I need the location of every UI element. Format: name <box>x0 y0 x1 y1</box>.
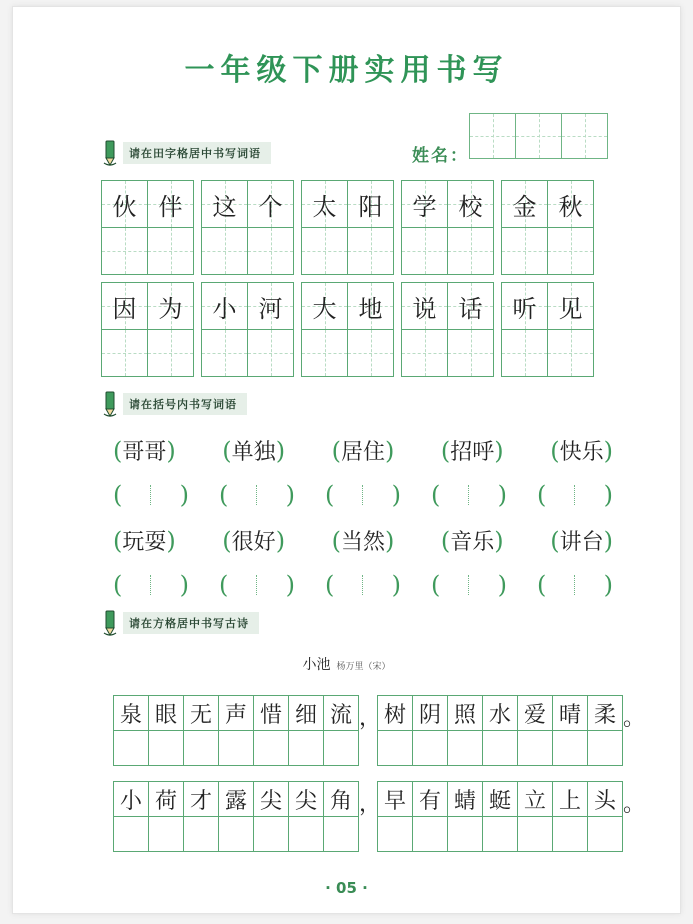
poem-practice-cell[interactable] <box>447 816 482 851</box>
tianzige-cell-model <box>548 181 593 227</box>
paren-divider <box>256 485 258 505</box>
poem-character-cell: 上 <box>552 782 587 816</box>
tianzige-cell-model <box>248 181 293 227</box>
poem-practice-cell[interactable] <box>482 730 517 765</box>
poem-practice-cell[interactable] <box>288 730 323 765</box>
poem-practice-cell[interactable] <box>552 730 587 765</box>
paren-divider <box>574 485 576 505</box>
open-paren: ( <box>440 526 451 555</box>
paren-divider <box>150 485 152 505</box>
tianzige-column <box>202 181 247 274</box>
model-grid-line <box>114 696 358 730</box>
practice-grid-line <box>114 730 358 765</box>
open-paren: ( <box>431 571 441 599</box>
close-paren: ) <box>603 571 613 599</box>
practice-grid-line <box>378 730 622 765</box>
word-block <box>301 282 394 377</box>
poem-practice-cell[interactable] <box>253 730 288 765</box>
tianzige-cell-practice[interactable] <box>402 227 447 274</box>
model-character: 学 <box>412 192 437 221</box>
model-character: 秋 <box>558 192 583 221</box>
tianzige-column <box>447 181 493 274</box>
tianzige-cell-practice[interactable] <box>202 227 247 274</box>
tianzige-column <box>502 283 547 376</box>
paren-word-row <box>113 435 613 466</box>
tianzige-row <box>101 180 594 275</box>
paren-blank-row <box>113 571 613 599</box>
tianzige-cell-model <box>102 283 147 329</box>
tianzige-column <box>402 283 447 376</box>
poem-character-cell: 照 <box>447 696 482 730</box>
blank-paren-field[interactable] <box>537 571 613 599</box>
close-paren: ) <box>285 571 295 599</box>
tianzige-cell-practice[interactable] <box>102 227 147 274</box>
open-paren: ( <box>113 571 123 599</box>
paren-word <box>332 435 395 466</box>
tianzige-column <box>402 181 447 274</box>
paren-divider <box>468 485 470 505</box>
section-tag: 请在方格居中书写古诗 <box>123 612 259 634</box>
close-paren: ) <box>166 436 176 465</box>
model-character: 因 <box>112 294 137 323</box>
section-tag: 请在括号内书写词语 <box>123 393 247 415</box>
paren-word <box>222 435 285 466</box>
tianzige-cell-practice[interactable] <box>502 329 547 376</box>
tianzige-cell-practice[interactable] <box>248 227 293 274</box>
poem-practice-cell[interactable] <box>114 816 148 851</box>
paren-divider <box>362 575 364 595</box>
close-paren: ) <box>497 571 507 599</box>
tianzige-column <box>102 283 147 376</box>
model-character: 伙 <box>112 192 137 221</box>
paren-word-text: 讲台 <box>559 530 604 555</box>
model-character: 话 <box>458 294 483 323</box>
close-paren: ) <box>603 481 613 509</box>
poem-character-cell: 柔 <box>587 696 622 730</box>
tianzige-column <box>302 181 347 274</box>
tianzige-column <box>302 283 347 376</box>
tianzige-column <box>547 283 593 376</box>
square-grid-block <box>377 781 623 852</box>
poem-practice-cell[interactable] <box>183 730 218 765</box>
poem-character-cell: 爱 <box>517 696 552 730</box>
word-block <box>501 282 594 377</box>
model-character: 为 <box>158 294 183 323</box>
model-character: 阳 <box>358 192 383 221</box>
poem-character-cell: 晴 <box>552 696 587 730</box>
paren-word <box>113 435 176 466</box>
open-paren: ( <box>537 481 547 509</box>
poem-character-cell: 尖 <box>253 782 288 816</box>
tianzige-cell-model <box>548 283 593 329</box>
poem-practice-cell[interactable] <box>587 816 622 851</box>
open-paren: ( <box>219 481 229 509</box>
paren-word-text: 很好 <box>231 530 276 555</box>
poem-heading <box>13 654 680 674</box>
tianzige-column <box>347 283 393 376</box>
paren-divider <box>574 575 576 595</box>
poem-character-cell: 荷 <box>148 782 183 816</box>
poem-practice-cell[interactable] <box>288 816 323 851</box>
close-paren: ) <box>275 436 286 465</box>
paren-divider <box>362 485 364 505</box>
pencil-icon <box>101 390 119 418</box>
poem-character-cell: 蜓 <box>482 782 517 816</box>
model-grid-line <box>378 696 622 730</box>
tianzige-cell-practice[interactable] <box>448 227 493 274</box>
open-paren: ( <box>331 526 341 555</box>
poem-practice-cell[interactable] <box>482 816 517 851</box>
poem-practice-cell[interactable] <box>148 730 183 765</box>
tianzige-cell-practice[interactable] <box>502 227 547 274</box>
tianzige-cell-practice[interactable] <box>448 329 493 376</box>
poem-practice-cell[interactable] <box>183 816 218 851</box>
tianzige-column <box>447 283 493 376</box>
section-header-paren <box>101 390 247 418</box>
paren-divider <box>468 575 470 595</box>
close-paren: ) <box>497 481 507 509</box>
tianzige-column <box>147 283 193 376</box>
model-character: 听 <box>512 294 537 323</box>
model-character: 见 <box>558 294 583 323</box>
poem-practice-cell[interactable] <box>517 730 552 765</box>
name-box[interactable] <box>516 113 562 159</box>
tianzige-cell-model <box>448 181 493 227</box>
poem-character-cell: 角 <box>323 782 358 816</box>
poem-character-cell: 树 <box>383 702 406 728</box>
section-tag: 请在田字格居中书写词语 <box>123 142 271 164</box>
tianzige-cell-model <box>302 283 347 329</box>
poem-line <box>113 781 646 852</box>
paren-blank-row <box>113 481 613 509</box>
name-boxes[interactable] <box>469 113 608 159</box>
close-paren: ) <box>179 571 189 599</box>
tianzige-column <box>147 181 193 274</box>
model-character: 金 <box>512 192 537 221</box>
open-paren: ( <box>113 526 123 555</box>
poem-character-cell: 才 <box>183 782 218 816</box>
tianzige-cell-practice[interactable] <box>248 329 293 376</box>
section-header-tianzige <box>101 139 271 167</box>
poem-practice-cell[interactable] <box>587 730 622 765</box>
open-paren: ( <box>537 571 547 599</box>
paren-word <box>441 435 504 466</box>
paren-word-text: 玩耍 <box>122 530 167 555</box>
poem-line <box>113 695 646 766</box>
close-paren: ) <box>275 526 286 555</box>
word-block <box>501 180 594 275</box>
open-paren: ( <box>325 481 335 509</box>
tianzige-cell-practice[interactable] <box>102 329 147 376</box>
poem-practice-cell[interactable] <box>114 730 148 765</box>
tianzige-cell-model <box>348 283 393 329</box>
paren-divider <box>256 575 258 595</box>
model-character: 小 <box>212 294 237 323</box>
tianzige-cell-practice[interactable] <box>302 329 347 376</box>
page-title: 一年级下册实用书写 <box>184 53 509 88</box>
open-paren: ( <box>325 571 335 599</box>
paren-word-text: 招呼 <box>450 440 495 465</box>
open-paren: ( <box>113 481 123 509</box>
poem-character-cell: 有 <box>412 782 447 816</box>
paren-word-text: 快乐 <box>559 440 604 465</box>
open-paren: ( <box>222 436 232 465</box>
close-paren: ) <box>494 526 504 555</box>
square-grid-block <box>113 695 359 766</box>
paren-word <box>441 525 504 556</box>
poem-practice-cell[interactable] <box>517 816 552 851</box>
model-character: 说 <box>412 294 437 323</box>
name-box[interactable] <box>562 113 608 159</box>
tianzige-cell-model <box>248 283 293 329</box>
poem-character-cell: 立 <box>517 782 552 816</box>
tianzige-cell-model <box>402 283 447 329</box>
close-paren: ) <box>384 436 395 465</box>
tianzige-column <box>102 181 147 274</box>
tianzige-cell-practice[interactable] <box>148 227 193 274</box>
poem-title: 小池 <box>302 657 331 673</box>
practice-grid-line <box>378 816 622 851</box>
tianzige-column <box>202 283 247 376</box>
word-block <box>401 282 494 377</box>
tianzige-cell-practice[interactable] <box>202 329 247 376</box>
tianzige-cell-model <box>148 283 193 329</box>
word-block <box>101 180 194 275</box>
word-block <box>301 180 394 275</box>
word-block <box>401 180 494 275</box>
poem-practice-cell[interactable] <box>323 730 358 765</box>
model-character: 大 <box>312 294 337 323</box>
open-paren: ( <box>331 436 341 465</box>
poem-character-cell: 水 <box>482 696 517 730</box>
open-paren: ( <box>113 436 123 465</box>
page-number: · 05 · <box>325 879 368 897</box>
tianzige-column <box>247 181 293 274</box>
pencil-icon <box>101 609 119 637</box>
model-character: 河 <box>258 294 283 323</box>
tianzige-cell-model <box>402 181 447 227</box>
poem-practice-cell[interactable] <box>447 730 482 765</box>
blank-paren-field[interactable] <box>431 571 507 599</box>
pencil-icon <box>101 139 119 167</box>
poem-character-cell: 无 <box>183 696 218 730</box>
square-grid-block <box>377 695 623 766</box>
blank-paren-field[interactable] <box>113 571 189 599</box>
poem-character-cell: 早 <box>383 788 406 814</box>
model-character: 伴 <box>158 192 183 221</box>
tianzige-cell-practice[interactable] <box>302 227 347 274</box>
paren-word <box>222 525 285 556</box>
poem-author: 杨万里（宋） <box>336 662 391 672</box>
poem-practice-cell[interactable] <box>148 816 183 851</box>
poem-character-cell: 眼 <box>148 696 183 730</box>
close-paren: ) <box>494 436 504 465</box>
word-block <box>201 180 294 275</box>
poem-character-cell: 头 <box>587 782 622 816</box>
paren-word <box>113 525 176 556</box>
close-paren: ) <box>179 481 189 509</box>
tianzige-cell-model <box>448 283 493 329</box>
paren-word-text: 当然 <box>340 530 385 555</box>
model-character: 地 <box>358 294 383 323</box>
poem-practice-cell[interactable] <box>552 816 587 851</box>
word-block <box>201 282 294 377</box>
poem-practice-cell[interactable] <box>378 816 412 851</box>
model-character: 这 <box>212 192 237 221</box>
tianzige-column <box>347 181 393 274</box>
tianzige-cell-model <box>502 181 547 227</box>
poem-character-cell: 尖 <box>288 782 323 816</box>
tianzige-cell-practice[interactable] <box>548 329 593 376</box>
tianzige-row <box>101 282 594 377</box>
tianzige-column <box>502 181 547 274</box>
tianzige-cell-model <box>202 181 247 227</box>
paren-word-text: 居住 <box>340 440 385 465</box>
poem-practice-cell[interactable] <box>412 816 447 851</box>
model-grid-line <box>378 782 622 816</box>
open-paren: ( <box>550 526 560 555</box>
poem-character-cell: 声 <box>218 696 253 730</box>
close-paren: ) <box>603 436 613 465</box>
paren-word-row <box>113 525 613 556</box>
poem-character-cell: 阴 <box>412 696 447 730</box>
poem-practice-cell[interactable] <box>218 730 253 765</box>
blank-paren-field[interactable] <box>113 481 189 509</box>
tianzige-cell-model <box>502 283 547 329</box>
paren-word-text: 单独 <box>231 440 276 465</box>
poem-practice-cell[interactable] <box>218 816 253 851</box>
open-paren: ( <box>550 436 560 465</box>
tianzige-cell-practice[interactable] <box>402 329 447 376</box>
tianzige-cell-practice[interactable] <box>548 227 593 274</box>
open-paren: ( <box>222 526 232 555</box>
paren-word <box>550 435 613 466</box>
section-header-poem <box>101 609 259 637</box>
poem-comma: ， <box>359 792 382 817</box>
poem-character-cell: 泉 <box>119 702 142 728</box>
practice-grid-line <box>114 816 358 851</box>
worksheet-page <box>12 6 681 914</box>
poem-character-cell: 小 <box>119 788 142 814</box>
model-character: 校 <box>458 192 483 221</box>
close-paren: ) <box>384 526 395 555</box>
tianzige-cell-model <box>148 181 193 227</box>
tianzige-cell-practice[interactable] <box>348 227 393 274</box>
open-paren: ( <box>431 481 441 509</box>
poem-period: 。 <box>623 706 646 731</box>
tianzige-column <box>247 283 293 376</box>
poem-character-cell: 蜻 <box>447 782 482 816</box>
blank-paren-field[interactable] <box>325 571 401 599</box>
model-character: 太 <box>312 192 337 221</box>
open-paren: ( <box>219 571 229 599</box>
square-grid-block <box>113 781 359 852</box>
tianzige-cell-model <box>348 181 393 227</box>
blank-paren-field[interactable] <box>537 481 613 509</box>
poem-character-cell: 细 <box>288 696 323 730</box>
model-grid-line <box>114 782 358 816</box>
blank-paren-field[interactable] <box>431 481 507 509</box>
poem-practice-cell[interactable] <box>323 816 358 851</box>
paren-word <box>332 525 395 556</box>
tianzige-cell-practice[interactable] <box>148 329 193 376</box>
tianzige-column <box>547 181 593 274</box>
blank-paren-field[interactable] <box>219 481 295 509</box>
close-paren: ) <box>391 571 401 599</box>
open-paren: ( <box>440 436 451 465</box>
tianzige-cell-model <box>302 181 347 227</box>
close-paren: ) <box>166 526 176 555</box>
blank-paren-field[interactable] <box>325 481 401 509</box>
paren-divider <box>150 575 152 595</box>
poem-character-cell: 露 <box>218 782 253 816</box>
name-box[interactable] <box>469 113 516 159</box>
poem-practice-cell[interactable] <box>253 816 288 851</box>
close-paren: ) <box>285 481 295 509</box>
blank-paren-field[interactable] <box>219 571 295 599</box>
tianzige-cell-model <box>102 181 147 227</box>
poem-character-cell: 惜 <box>253 696 288 730</box>
word-block <box>101 282 194 377</box>
tianzige-cell-model <box>202 283 247 329</box>
model-character: 个 <box>258 192 283 221</box>
paren-word-text: 音乐 <box>450 530 495 555</box>
paren-word <box>550 525 613 556</box>
close-paren: ) <box>391 481 401 509</box>
poem-practice-cell[interactable] <box>378 730 412 765</box>
tianzige-cell-practice[interactable] <box>348 329 393 376</box>
paren-word-text: 哥哥 <box>122 440 167 465</box>
poem-character-cell: 流 <box>323 696 358 730</box>
close-paren: ) <box>603 526 613 555</box>
poem-period: 。 <box>623 792 646 817</box>
poem-comma: ， <box>359 706 382 731</box>
name-label: 姓名： <box>412 146 469 166</box>
poem-practice-cell[interactable] <box>412 730 447 765</box>
